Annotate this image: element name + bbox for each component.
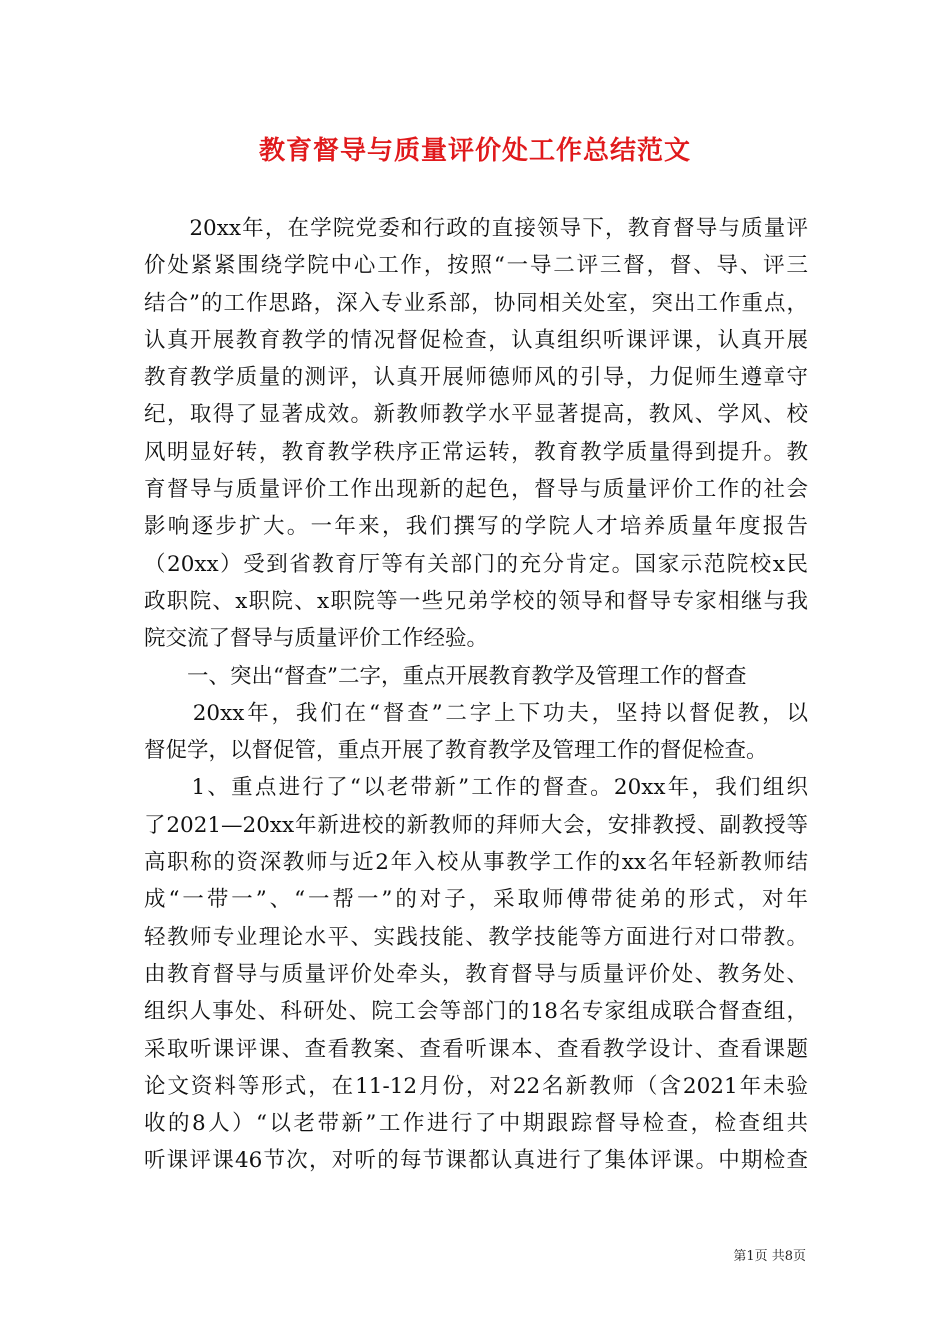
body-line: 育督导与质量评价工作出现新的起色，督导与质量评价工作的社会	[144, 477, 808, 503]
page-number-footer: 第1页 共8页	[733, 1249, 806, 1264]
body-line: 教育教学质量的测评，认真开展师德师风的引导，力促师生遵章守	[144, 365, 808, 391]
body-line: 价处紧紧围绕学院中心工作，按照“一导二评三督，督、导、评三	[144, 253, 808, 279]
body-line: 采取听课评课、查看教案、查看听课本、查看教学设计、查看课题	[144, 1036, 808, 1062]
body-line: 由教育督导与质量评价处牵头，教育督导与质量评价处、教务处、	[144, 961, 808, 987]
body-line: 成“一带一”、“一帮一”的对子，采取师傅带徒弟的形式，对年	[144, 887, 808, 913]
body-line: 20xx年，我们在“督查”二字上下功夫，坚持以督促教，以	[144, 700, 808, 726]
body-line: 轻教师专业理论水平、实践技能、教学技能等方面进行对口带教。	[144, 924, 808, 950]
body-line: 组织人事处、科研处、院工会等部门的18名专家组成联合督查组，	[144, 999, 808, 1025]
body-line: （20xx）受到省教育厅等有关部门的充分肯定。国家示范院校x民	[144, 551, 808, 577]
body-line: 论文资料等形式，在11-12月份，对22名新教师（含2021年未验	[144, 1073, 808, 1099]
document-title: 教育督导与质量评价处工作总结范文	[258, 136, 691, 166]
body-line: 20xx年，在学院党委和行政的直接领导下，教育督导与质量评	[144, 216, 808, 241]
body-line: 纪，取得了显著成效。新教师教学水平显著提高，教风、学风、校	[144, 402, 808, 428]
body-line: 结合”的工作思路，深入专业系部，协同相关处室，突出工作重点，	[144, 290, 808, 316]
body-line: 院交流了督导与质量评价工作经验。	[144, 626, 489, 652]
body-line: 影响逐步扩大。一年来，我们撰写的学院人才培养质量年度报告	[144, 514, 808, 540]
body-line: 督促学，以督促管，重点开展了教育教学及管理工作的督促检查。	[144, 738, 768, 764]
document-body	[144, 210, 808, 1180]
body-line: 收的8人）“以老带新”工作进行了中期跟踪督导检查，检查组共	[144, 1111, 808, 1137]
body-line: 听课评课46节次，对听的每节课都认真进行了集体评课。中期检查	[144, 1148, 808, 1174]
section-heading: 一、突出“督查”二字，重点开展教育教学及管理工作的督查	[144, 663, 747, 689]
body-line: 高职称的资深教师与近2年入校从事教学工作的xx名年轻新教师结	[144, 850, 808, 876]
body-line: 了2021—20xx年新进校的新教师的拜师大会，安排教授、副教授等	[144, 812, 808, 838]
body-line: 风明显好转，教育教学秩序正常运转，教育教学质量得到提升。教	[144, 439, 808, 465]
body-line: 政职院、x职院、x职院等一些兄弟学校的领导和督导专家相继与我	[144, 588, 808, 614]
body-line: 1、重点进行了“以老带新”工作的督查。20xx年，我们组织	[144, 775, 808, 801]
body-line: 认真开展教育教学的情况督促检查，认真组织听课评课，认真开展	[144, 327, 808, 353]
